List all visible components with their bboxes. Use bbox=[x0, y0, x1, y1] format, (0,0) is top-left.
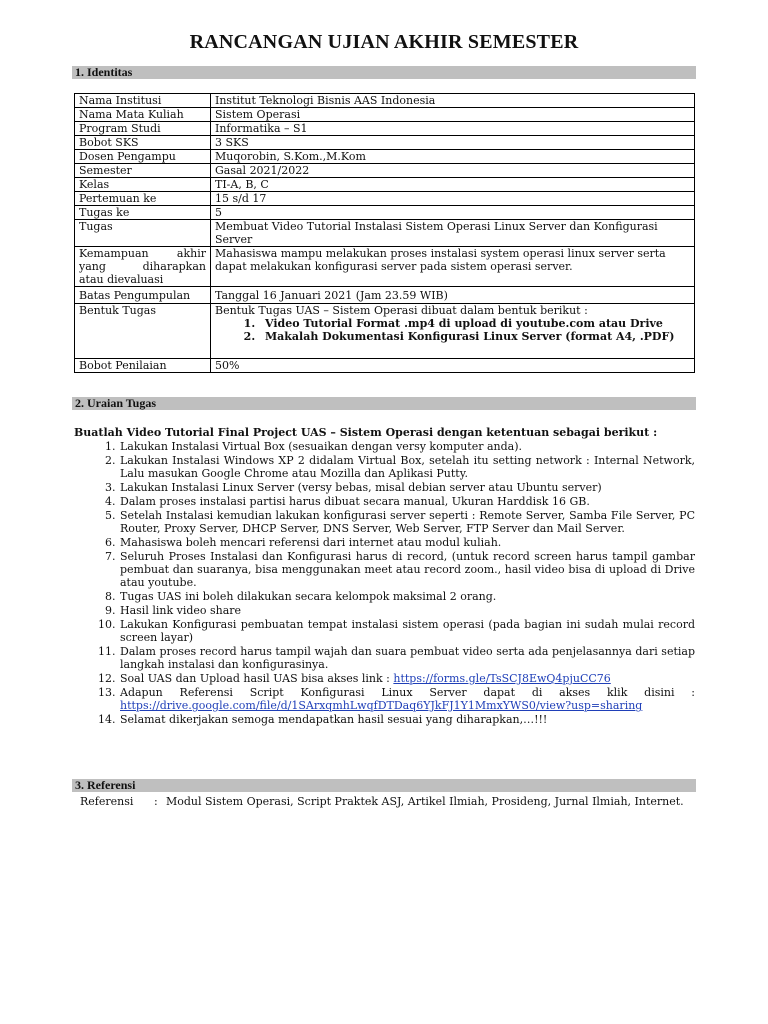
referensi-label: Referensi bbox=[80, 795, 134, 808]
label-word: diharapkan bbox=[142, 260, 206, 273]
list-item: 11. Dalam proses record harus tampil wajah dan suara pembuat video serta ada penjelasannya dari setiap langkah instalasi dan konfigurasinya. bbox=[119, 645, 695, 671]
row-value: Mahasiswa mampu melakukan proses instalasi system operasi linux server serta dapat melakukan konfigurasi server pada sistem operasi server. bbox=[211, 247, 695, 287]
referensi-text: Modul Sistem Operasi, Script Praktek ASJ, Artikel Ilmiah, Prosideng, Jurnal Ilmiah, Internet. bbox=[166, 795, 684, 808]
list-item: 2. Lakukan Instalasi Windows XP 2 didalam Virtual Box, setelah itu setting network : Internal Network, Lalu masukan Google Chrome atau Mozilla dan Aplikasi Putty. bbox=[119, 454, 695, 480]
section-header-identitas: 1. Identitas bbox=[72, 66, 696, 79]
list-item: 6. Mahasiswa boleh mencari referensi dari internet atau modul kuliah. bbox=[119, 536, 695, 549]
document-title: RANCANGAN UJIAN AKHIR SEMESTER bbox=[189, 31, 579, 53]
table-row bbox=[75, 220, 695, 247]
row-value: 3 SKS bbox=[211, 136, 695, 150]
uraian-task-list bbox=[74, 440, 695, 727]
identitas-table bbox=[74, 93, 695, 373]
label-word: Kemampuan bbox=[79, 247, 149, 260]
label-word: akhir bbox=[176, 247, 206, 260]
row-value: 15 s/d 17 bbox=[211, 192, 695, 206]
table-row bbox=[75, 359, 695, 373]
list-item: 9. Hasil link video share bbox=[119, 604, 695, 617]
table-row bbox=[75, 178, 695, 192]
row-value bbox=[211, 304, 695, 359]
table-row bbox=[75, 94, 695, 108]
referensi-colon: : bbox=[154, 795, 158, 808]
row-label bbox=[75, 247, 211, 287]
uraian-intro: Buatlah Video Tutorial Final Project UAS – Sistem Operasi dengan ketentuan sebagai berikut : bbox=[74, 426, 658, 439]
list-item bbox=[119, 686, 695, 699]
bentuk-tugas-list bbox=[215, 317, 690, 343]
list-item: 2. Makalah Dokumentasi Konfigurasi Linux Server (format A4, .PDF) bbox=[259, 330, 690, 343]
row-value: Institut Teknologi Bisnis AAS Indonesia bbox=[211, 94, 695, 108]
table-row bbox=[75, 206, 695, 220]
list-item: 14. Selamat dikerjakan semoga mendapatkan hasil sesuai yang diharapkan,…!!! bbox=[119, 713, 695, 726]
bentuk-tugas-intro: Bentuk Tugas UAS – Sistem Operasi dibuat dalam bentuk berikut : bbox=[215, 304, 588, 317]
item-text: Soal UAS dan Upload hasil UAS bisa akses link : bbox=[120, 672, 390, 685]
table-row bbox=[75, 150, 695, 164]
list-item: 3. Lakukan Instalasi Linux Server (versy bebas, misal debian server atau Ubuntu server) bbox=[119, 481, 695, 494]
table-row bbox=[75, 136, 695, 150]
section-header-referensi: 3. Referensi bbox=[72, 779, 696, 792]
row-value: 5 bbox=[211, 206, 695, 220]
table-row bbox=[75, 304, 695, 359]
row-value: TI-A, B, C bbox=[211, 178, 695, 192]
row-label: Nama Mata Kuliah bbox=[75, 108, 211, 122]
table-row bbox=[75, 247, 695, 287]
list-item: 8. Tugas UAS ini boleh dilakukan secara kelompok maksimal 2 orang. bbox=[119, 590, 695, 603]
row-label: Tugas ke bbox=[75, 206, 211, 220]
forms-link[interactable]: https://forms.gle/TsSCJ8EwQ4pjuCC76 bbox=[393, 672, 611, 685]
row-value: Tanggal 16 Januari 2021 (Jam 23.59 WIB) bbox=[211, 287, 695, 304]
table-row bbox=[75, 192, 695, 206]
list-item: 4. Dalam proses instalasi partisi harus dibuat secara manual, Ukuran Harddisk 16 GB. bbox=[119, 495, 695, 508]
row-label: Pertemuan ke bbox=[75, 192, 211, 206]
list-item bbox=[119, 699, 695, 712]
row-label: Nama Institusi bbox=[75, 94, 211, 108]
row-label: Program Studi bbox=[75, 122, 211, 136]
row-value: Muqorobin, S.Kom.,M.Kom bbox=[211, 150, 695, 164]
row-value: Gasal 2021/2022 bbox=[211, 164, 695, 178]
row-label: Bentuk Tugas bbox=[75, 304, 211, 359]
table-row bbox=[75, 108, 695, 122]
list-item: 5. Setelah Instalasi kemudian lakukan konfigurasi server seperti : Remote Server, Samba File Server, PC Router, Proxy Server, DHCP Server, DNS Server, Web Server, FTP Server dan Mail Server. bbox=[119, 509, 695, 535]
row-label: Dosen Pengampu bbox=[75, 150, 211, 164]
item-text: Adapun Referensi Script Konfigurasi Linux Server dapat di akses klik disini : bbox=[120, 686, 695, 699]
label-word: yang bbox=[79, 260, 106, 273]
list-item bbox=[119, 672, 695, 685]
drive-link[interactable]: https://drive.google.com/file/d/1SArxqmhLwqfDTDaq6YJkFJ1Y1MmxYWS0/view?usp=sharing bbox=[120, 699, 643, 712]
row-value: 50% bbox=[211, 359, 695, 373]
row-value: Sistem Operasi bbox=[211, 108, 695, 122]
row-label: Tugas bbox=[75, 220, 211, 247]
row-label: Batas Pengumpulan bbox=[75, 287, 211, 304]
row-value: Informatika – S1 bbox=[211, 122, 695, 136]
list-item: 1. Video Tutorial Format .mp4 di upload di youtube.com atau Drive bbox=[259, 317, 690, 330]
section-header-uraian: 2. Uraian Tugas bbox=[72, 397, 696, 410]
list-item: 7. Seluruh Proses Instalasi dan Konfigurasi harus di record, (untuk record screen harus tampil gambar pembuat dan suaranya, bisa menggunakan meet atau record zoom., hasil video bisa di upload di Drive atau youtube. bbox=[119, 550, 695, 589]
table-row bbox=[75, 287, 695, 304]
row-label: Bobot SKS bbox=[75, 136, 211, 150]
list-item: 1. Lakukan Instalasi Virtual Box (sesuaikan dengan versy komputer anda). bbox=[119, 440, 695, 453]
row-label: Kelas bbox=[75, 178, 211, 192]
list-item: 10. Lakukan Konfigurasi pembuatan tempat instalasi sistem operasi (pada bagian ini sudah mulai record screen layar) bbox=[119, 618, 695, 644]
label-word: atau dievaluasi bbox=[79, 273, 164, 286]
row-label: Semester bbox=[75, 164, 211, 178]
row-label: Bobot Penilaian bbox=[75, 359, 211, 373]
table-row bbox=[75, 122, 695, 136]
row-value: Membuat Video Tutorial Instalasi Sistem Operasi Linux Server dan Konfigurasi Server bbox=[211, 220, 695, 247]
table-row bbox=[75, 164, 695, 178]
